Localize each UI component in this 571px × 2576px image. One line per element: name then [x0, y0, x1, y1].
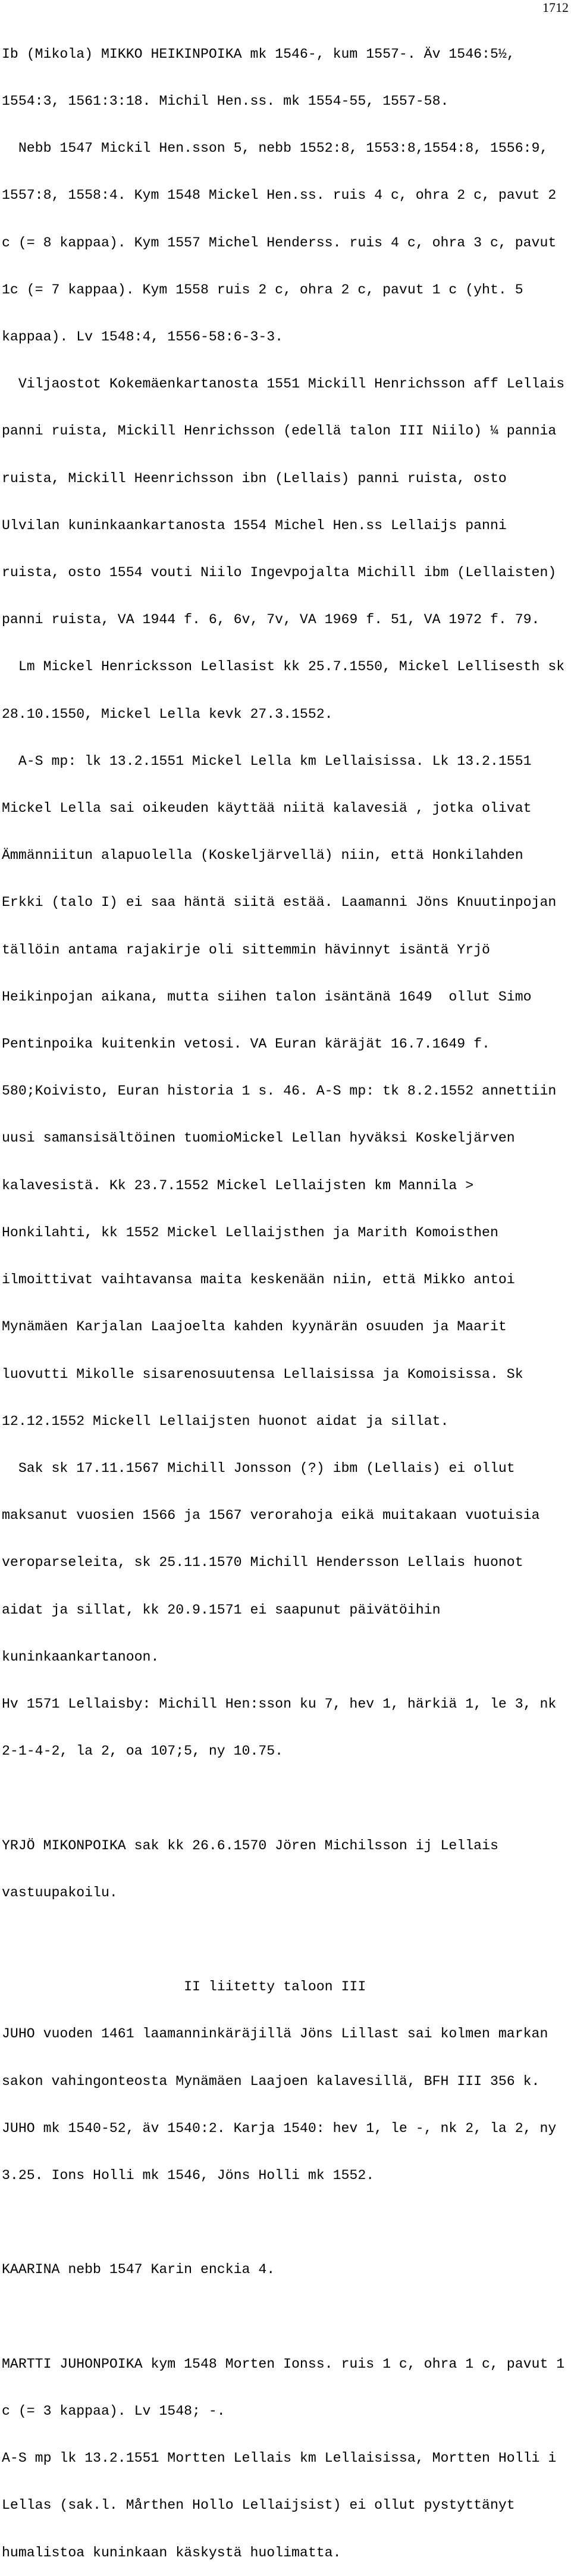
page-number: 1712 [542, 0, 569, 15]
text-line: kuninkaankartanoon. [2, 1649, 159, 1665]
text-line: tällöin antama rajakirje oli sittemmin hävinnyt isäntä Yrjö [2, 942, 490, 958]
text-line: ruista, osto 1554 vouti Niilo Ingevpojalta Michill ibm (Lellaisten) [2, 565, 557, 581]
blank-line [2, 1790, 569, 1806]
text-line: 3.25. Ions Holli mk 1546, Jöns Holli mk 1552. [2, 2167, 375, 2183]
blank-line [2, 1932, 569, 1947]
text-line: c (= 3 kappaa). Lv 1548; -. [2, 2403, 225, 2419]
text-line: 1554:3, 1561:3:18. Michil Hen.ss. mk 1554-55, 1557-58. [2, 93, 449, 110]
text-line: Erkki (talo I) ei saa häntä siitä estää. Laamanni Jöns Knuutinpojan [2, 895, 557, 911]
text-line: Lm Mickel Henricksson Lellasist kk 25.7.1550, Mickel Lellisesth sk [2, 659, 565, 675]
text-line: veroparseleita, sk 25.11.1570 Michill Hendersson Lellais huonot [2, 1555, 523, 1571]
text-line: 580;Koivisto, Euran historia 1 s. 46. A-S mp: tk 8.2.1552 annettiin [2, 1083, 557, 1099]
text-line: A-S mp lk 13.2.1551 Mortten Lellais km Lellaisissa, Mortten Holli i [2, 2450, 557, 2466]
text-line: Ämmänniitun alapuolella (Koskeljärvellä) niin, että Honkilahden [2, 848, 523, 864]
text-line: panni ruista, Mickill Henrichsson (edellä talon III Niilo) ¼ pannia [2, 423, 557, 439]
text-line: MARTTI JUHONPOIKA kym 1548 Morten Ionss. ruis 1 c, ohra 1 c, pavut 1 [2, 2356, 565, 2372]
text-line: uusi samansisältöinen tuomioMickel Lellan hyväksi Koskeljärven [2, 1130, 515, 1146]
text-line: Sak sk 17.11.1567 Michill Jonsson (?) ibm (Lellais) ei ollut [2, 1460, 515, 1476]
text-line: panni ruista, VA 1944 f. 6, 6v, 7v, VA 1969 f. 51, VA 1972 f. 79. [2, 612, 540, 628]
text-line: KAARINA nebb 1547 Karin enckia 4. [2, 2262, 275, 2278]
text-line: Honkilahti, kk 1552 Mickel Lellaijsthen ja Marith Komoisthen [2, 1224, 498, 1240]
text-line: 28.10.1550, Mickel Lella kevk 27.3.1552. [2, 706, 333, 722]
text-line: 12.12.1552 Mickell Lellaijsten huonot aidat ja sillat. [2, 1413, 449, 1429]
text-line: Ulvilan kuninkaankartanosta 1554 Michel Hen.ss Lellaijs panni [2, 517, 507, 533]
text-line: maksanut vuosien 1566 ja 1567 verorahoja eikä muitakaan vuotuisia [2, 1508, 540, 1524]
text-line: c (= 8 kappaa). Kym 1557 Michel Henderss. ruis 4 c, ohra 3 c, pavut [2, 235, 557, 251]
text-line: humalistoa kuninkaan käskystä huolimatta. [2, 2544, 341, 2561]
text-line: Mynämäen Karjalan Laajoelta kahden kyynärän osuuden ja Maarit [2, 1319, 507, 1335]
text-line: 2-1-4-2, la 2, oa 107;5, ny 10.75. [2, 1743, 284, 1759]
text-line: vastuupakoilu. [2, 1884, 118, 1900]
text-line: Hv 1571 Lellaisby: Michill Hen:sson ku 7, hev 1, härkiä 1, le 3, nk [2, 1696, 557, 1712]
text-line: kalavesistä. Kk 23.7.1552 Mickel Lellaijsten km Mannila > [2, 1177, 474, 1193]
text-line: Mickel Lella sai oikeuden käyttää niitä kalavesiä , jotka olivat [2, 801, 532, 817]
text-line: ruista, Mickill Heenrichsson ibn (Lellais) panni ruista, osto [2, 470, 507, 486]
text-line: kappaa). Lv 1548:4, 1556-58:6-3-3. [2, 329, 284, 345]
text-line: YRJÖ MIKONPOIKA sak kk 26.6.1570 Jören Michilsson ij Lellais [2, 1837, 498, 1853]
text-line: sakon vahingonteosta Mynämäen Laajoen kalavesillä, BFH III 356 k. [2, 2073, 540, 2089]
text-line: aidat ja sillat, kk 20.9.1571 ei saapunut päivätöihin [2, 1602, 441, 1618]
section-heading: II liitetty taloon III [2, 1979, 366, 1995]
blank-line [2, 2215, 569, 2230]
text-line: Ib (Mikola) MIKKO HEIKINPOIKA mk 1546-, kum 1557-. Äv 1546:5½, [2, 46, 515, 62]
text-line: Nebb 1547 Mickil Hen.sson 5, nebb 1552:8, 1553:8,1554:8, 1556:9, [2, 140, 548, 157]
text-line: Viljaostot Kokemäenkartanosta 1551 Mickill Henrichsson aff Lellais [2, 376, 565, 392]
text-line: JUHO vuoden 1461 laamanninkäräjillä Jöns Lillast sai kolmen markan [2, 2026, 548, 2042]
text-line: Lellas (sak.l. Mårthen Hollo Lellaijsist) ei ollut pystyttänyt [2, 2497, 515, 2514]
blank-line [2, 2309, 569, 2325]
text-line: A-S mp: lk 13.2.1551 Mickel Lella km Lellaisissa. Lk 13.2.1551 [2, 753, 532, 769]
text-line: JUHO mk 1540-52, äv 1540:2. Karja 1540: hev 1, le -, nk 2, la 2, ny [2, 2120, 557, 2136]
text-line: ilmoittivat vaihtavansa maita keskenään niin, että Mikko antoi [2, 1272, 515, 1288]
text-line: 1557:8, 1558:4. Kym 1548 Mickel Hen.ss. ruis 4 c, ohra 2 c, pavut 2 [2, 187, 557, 204]
text-line: Pentinpoika kuitenkin vetosi. VA Euran käräjät 16.7.1649 f. [2, 1036, 490, 1052]
text-line: Heikinpojan aikana, mutta siihen talon isäntänä 1649 ollut Simo [2, 989, 532, 1005]
text-line: 1c (= 7 kappaa). Kym 1558 ruis 2 c, ohra 2 c, pavut 1 c (yht. 5 [2, 282, 523, 298]
text-line: luovutti Mikolle sisarenosuutensa Lellaisissa ja Komoisissa. Sk [2, 1366, 523, 1382]
document-text [2, 15, 569, 2576]
